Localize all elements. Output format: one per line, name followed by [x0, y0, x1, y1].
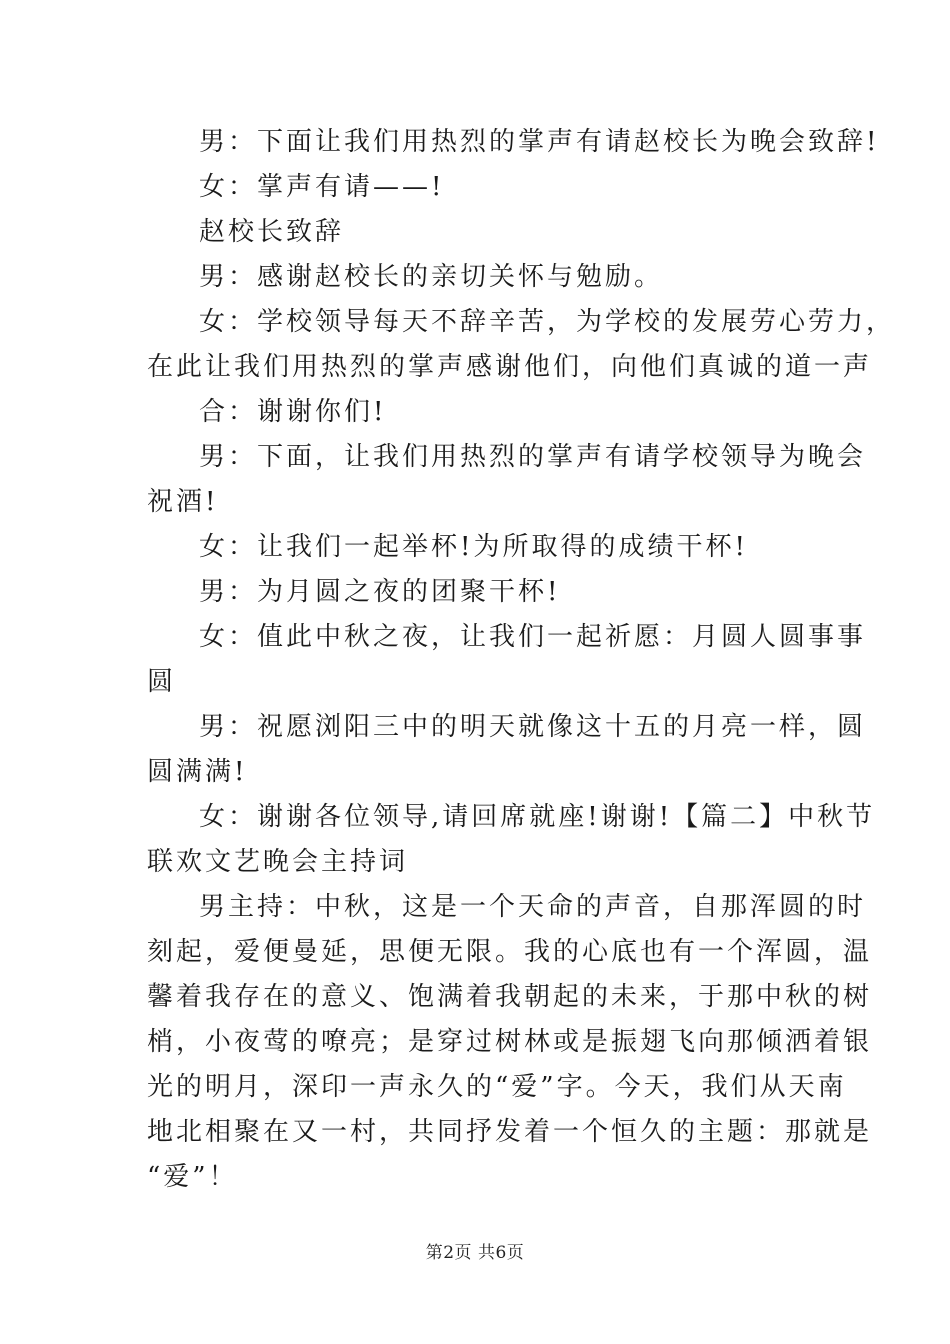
text-line: 男：下面，让我们用热烈的掌声有请学校领导为晚会 [199, 442, 867, 472]
text-line: 刻起，爱便曼延，思便无限。我的心底也有一个浑圆，温 [147, 937, 873, 967]
text-line: 地北相聚在又一村，共同抒发着一个恒久的主题：那就是 [147, 1117, 873, 1147]
text-line: 男：祝愿浏阳三中的明天就像这十五的月亮一样，圆 [199, 712, 867, 742]
text-line: 祝酒! [147, 487, 219, 517]
text-line: 女：学校领导每天不辞辛苦，为学校的发展劳心劳力， [199, 307, 896, 337]
text-line: 在此让我们用热烈的掌声感谢他们，向他们真诚的道一声 [147, 352, 873, 382]
text-line: 梢，小夜莺的嘹亮；是穿过树林或是振翅飞向那倾洒着银 [147, 1027, 873, 1057]
text-line: 赵校长致辞 [199, 217, 345, 247]
page-number: 第2页 共6页 [425, 1243, 525, 1263]
text-line: 男：为月圆之夜的团聚干杯! [199, 577, 561, 607]
text-line: 圆 [147, 667, 177, 697]
text-line: 男：下面让我们用热烈的掌声有请赵校长为晚会致辞! [199, 127, 880, 157]
text-line: 光的明月，深印一声永久的“爱”字。今天，我们从天南 [147, 1072, 847, 1102]
text-line: 合：谢谢你们! [199, 397, 387, 427]
text-line: 女：值此中秋之夜，让我们一起祈愿：月圆人圆事事 [199, 622, 867, 652]
document-body [147, 120, 896, 1200]
text-line: “爱”！ [147, 1162, 238, 1192]
text-line: 联欢文艺晚会主持词 [147, 847, 409, 877]
text-line: 男主持：中秋，这是一个天命的声音，自那浑圆的时 [199, 892, 867, 922]
text-line: 女：让我们一起举杯!为所取得的成绩干杯! [199, 532, 748, 562]
text-line: 男：感谢赵校长的亲切关怀与勉励。 [199, 262, 664, 292]
text-line: 馨着我存在的意义、饱满着我朝起的未来，于那中秋的树 [147, 982, 873, 1012]
text-line: 女：谢谢各位领导,请回席就座!谢谢!【篇二】中秋节 [199, 802, 876, 832]
text-line: 女：掌声有请——! [199, 172, 445, 202]
text-line: 圆满满! [147, 757, 248, 787]
